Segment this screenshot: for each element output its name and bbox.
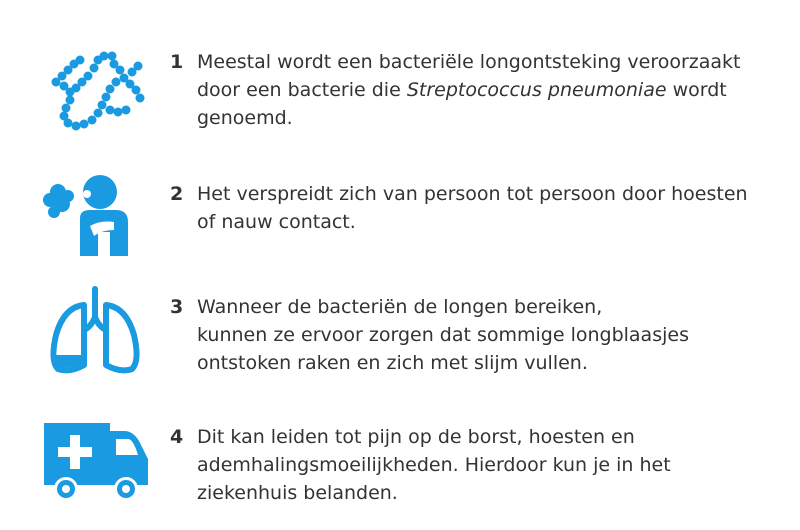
coughing-person-icon	[40, 170, 150, 260]
step-text-part: wordt genoemd.	[197, 79, 727, 129]
step-text	[197, 48, 767, 132]
step-number: 1	[170, 51, 184, 73]
bacteria-icon	[40, 48, 150, 138]
step-text: Dit kan leiden tot pijn op de borst, hoesten en ademhalingsmoeilijkheden. Hierdoor kun je in het ziekenhuis belanden.	[197, 426, 671, 504]
species-name-epithet: pneumoniae	[547, 79, 667, 101]
step-number: 4	[170, 426, 184, 448]
step-number: 2	[170, 183, 184, 205]
ambulance-icon	[40, 415, 150, 505]
step-text-line: Wanneer de bacteriën de longen bereiken,	[197, 296, 603, 318]
step-text: Het verspreidt zich van persoon tot persoon door hoesten of nauw contact.	[197, 183, 748, 233]
step-text-part: Meestal wordt een bacteriële longontsteking veroorzaakt door een bacterie die	[197, 51, 741, 101]
species-name-genus: Streptococcus	[406, 79, 542, 101]
step-text	[197, 293, 767, 377]
lungs-icon	[40, 285, 150, 375]
step-text-line: ontstoken raken en zich met slijm vullen.	[197, 352, 588, 374]
step-number: 3	[170, 296, 184, 318]
step-text-line: kunnen ze ervoor zorgen dat sommige longblaasjes	[197, 324, 689, 346]
